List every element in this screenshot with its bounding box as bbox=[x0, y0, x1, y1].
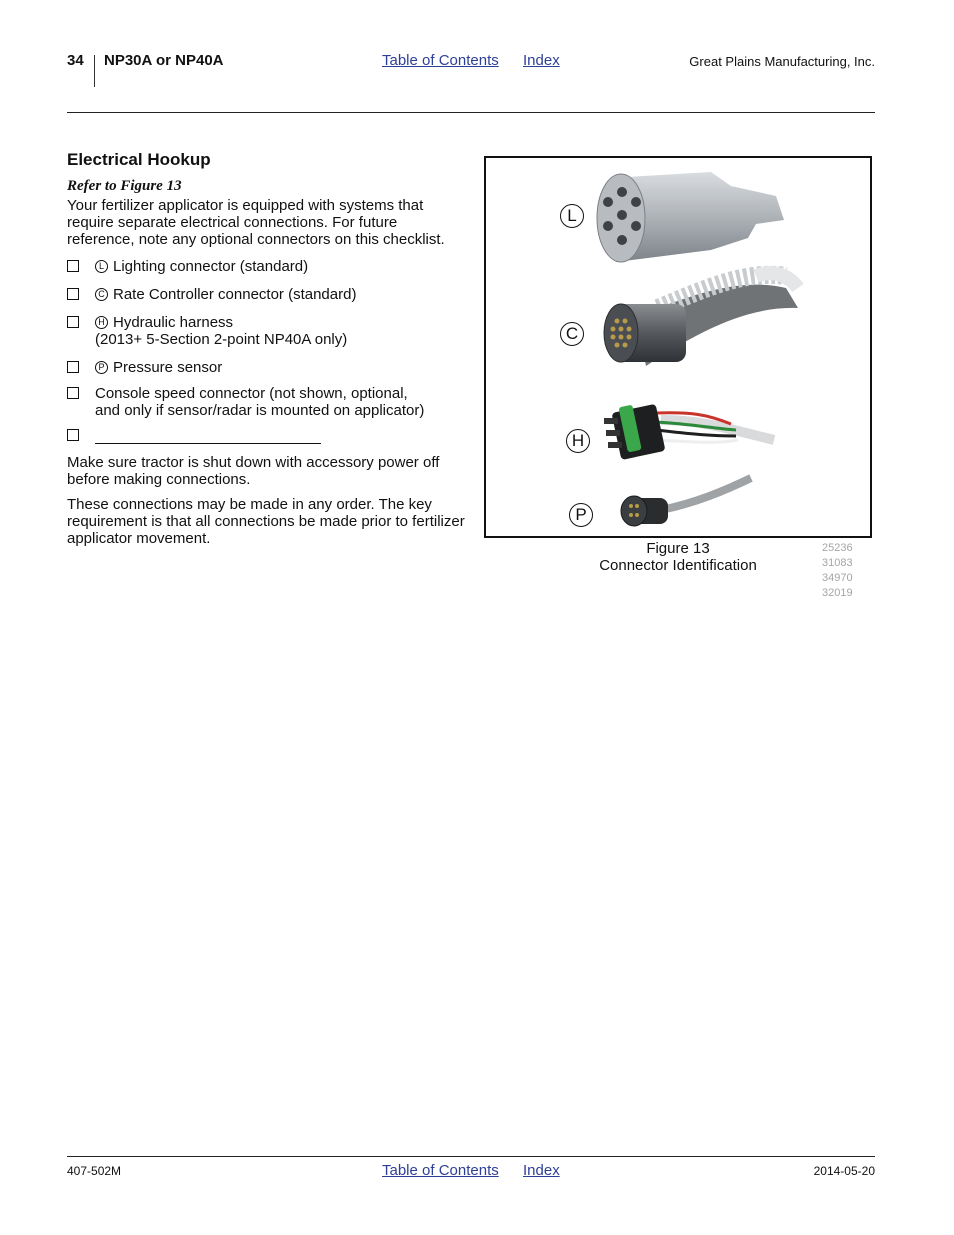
footer-rule bbox=[67, 1156, 875, 1157]
checkbox[interactable] bbox=[67, 387, 79, 399]
checklist-item-rate-controller bbox=[67, 286, 357, 303]
image-id: 25236 bbox=[822, 542, 853, 554]
image-id: 31083 bbox=[822, 557, 853, 569]
checklist-item-pressure bbox=[67, 359, 223, 376]
checkbox[interactable] bbox=[67, 361, 79, 373]
connector-illustration bbox=[486, 158, 870, 536]
image-id: 32019 bbox=[822, 587, 853, 599]
shutdown-paragraph: Make sure tractor is shut down with accessory power off before making connections. bbox=[67, 454, 440, 488]
document-number: 407-502M bbox=[67, 1164, 122, 1178]
header-divider bbox=[94, 55, 95, 87]
company-name: Great Plains Manufacturing, Inc. bbox=[689, 54, 875, 69]
badge-icon: H bbox=[95, 316, 108, 329]
pressure-sensor-icon bbox=[621, 478, 751, 526]
badge-icon: C bbox=[95, 288, 108, 301]
checkbox[interactable] bbox=[67, 288, 79, 300]
checkbox[interactable] bbox=[67, 429, 79, 441]
label-L-icon: L bbox=[560, 204, 584, 228]
checklist-label: Rate Controller connector (standard) bbox=[113, 286, 357, 303]
header-rule bbox=[67, 112, 875, 113]
intro-paragraph: Your fertilizer applicator is equipped with systems that require separate electrical connections. For future reference, note any optional connectors on this checklist. bbox=[67, 197, 445, 248]
page-number: 34 bbox=[67, 52, 84, 69]
checklist-label: Pressure sensor bbox=[113, 359, 223, 376]
hydraulic-harness-icon bbox=[604, 404, 774, 460]
image-id: 34970 bbox=[822, 572, 853, 584]
checklist-label-line2: and only if sensor/radar is mounted on applicator) bbox=[95, 402, 425, 419]
checkbox[interactable] bbox=[67, 260, 79, 272]
label-H-icon: H bbox=[566, 429, 590, 453]
order-paragraph: These connections may be made in any order. The key requirement is that all connections be made prior to fertilizer applicator movement. bbox=[67, 496, 465, 547]
figure-title: Connector Identification bbox=[599, 557, 757, 574]
checkbox[interactable] bbox=[67, 316, 79, 328]
checklist-label: Lighting connector (standard) bbox=[113, 258, 309, 275]
rate-controller-connector-icon bbox=[604, 273, 798, 366]
checklist-item-lighting bbox=[67, 258, 309, 275]
document-date: 2014-05-20 bbox=[813, 1164, 875, 1178]
checklist-label: Hydraulic harness bbox=[113, 314, 234, 331]
footer-index-link[interactable]: Index bbox=[523, 1162, 560, 1179]
header-index-link[interactable]: Index bbox=[523, 52, 560, 69]
checklist-item-blank bbox=[67, 427, 94, 444]
badge-icon: L bbox=[95, 260, 108, 273]
figure-image-ids bbox=[822, 541, 853, 601]
figure-caption bbox=[560, 540, 796, 574]
figure-number: Figure 13 bbox=[646, 540, 710, 557]
figure-connector-identification bbox=[484, 156, 872, 538]
figure-reference: Refer to Figure 13 bbox=[67, 178, 182, 194]
header-toc-link[interactable]: Table of Contents bbox=[382, 52, 499, 69]
checklist-label-line2: (2013+ 5-Section 2-point NP40A only) bbox=[95, 331, 348, 348]
blank-fill-line[interactable] bbox=[95, 431, 321, 444]
badge-icon: P bbox=[95, 361, 108, 374]
section-title: Electrical Hookup bbox=[67, 150, 211, 169]
checklist-item-console-speed bbox=[67, 385, 425, 419]
model-title: NP30A or NP40A bbox=[104, 52, 224, 69]
checklist-label: Console speed connector (not shown, optional, bbox=[95, 385, 408, 402]
checklist-item-hydraulic bbox=[67, 314, 348, 348]
footer-toc-link[interactable]: Table of Contents bbox=[382, 1162, 499, 1179]
label-P-icon: P bbox=[569, 503, 593, 527]
label-C-icon: C bbox=[560, 322, 584, 346]
lighting-connector-icon bbox=[597, 172, 784, 262]
